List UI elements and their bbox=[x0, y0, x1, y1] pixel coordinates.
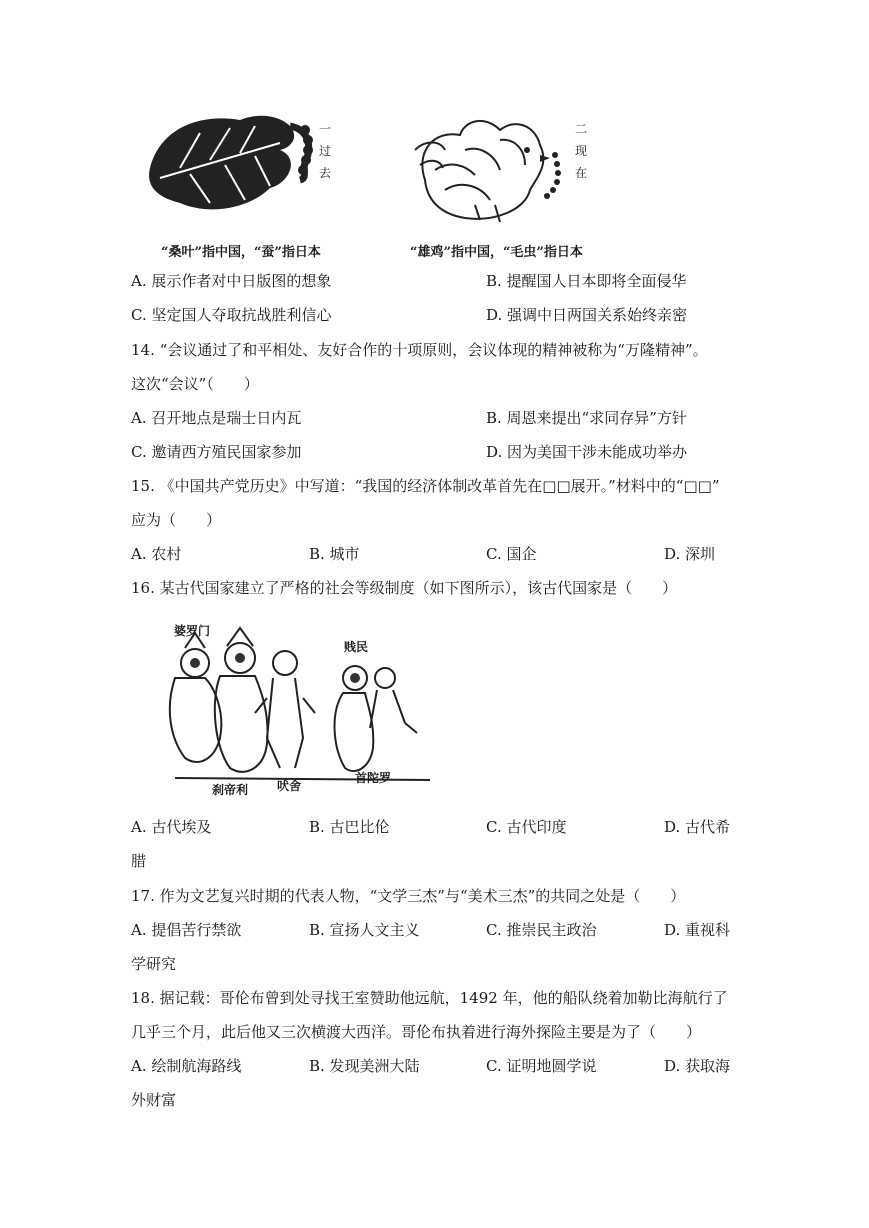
figure-left-vertical-text: 一过去 bbox=[318, 122, 331, 180]
option-a: A. 绘制航海路线 bbox=[131, 1057, 242, 1075]
option-a: A. 农村 bbox=[131, 545, 182, 563]
option-a: A. 古代埃及 bbox=[131, 818, 212, 836]
option-d: D. 因为美国干涉未能成功举办 bbox=[486, 443, 688, 461]
question-text: 16. 某古代国家建立了严格的社会等级制度（如下图所示），该古代国家是（ ） bbox=[131, 579, 678, 597]
figure-right-caption: “雄鸡”指中国，“毛虫”指日本 bbox=[410, 245, 583, 260]
option-c: C. 国企 bbox=[486, 545, 537, 563]
option-c: C. 古代印度 bbox=[486, 818, 567, 836]
question-text: 17. 作为文艺复兴时期的代表人物，“文学三杰”与“美术三杰”的共同之处是（ ） bbox=[131, 887, 686, 905]
option-b: B. 古巴比伦 bbox=[309, 818, 390, 836]
option-b: B. 宣扬人文主义 bbox=[309, 921, 420, 939]
option-a: A. 展示作者对中日版图的想象 bbox=[131, 272, 332, 290]
option-a: A. 提倡苦行禁欲 bbox=[131, 921, 242, 939]
option-d: D. 深圳 bbox=[664, 545, 716, 563]
question-text-cont: 应为（ ） bbox=[131, 511, 222, 529]
option-b: B. 城市 bbox=[309, 545, 360, 563]
option-b: B. 提醒国人日本即将全面侵华 bbox=[486, 272, 687, 290]
caste-illustration bbox=[155, 618, 435, 793]
option-d: D. 重视科 bbox=[664, 921, 731, 939]
option-b: B. 发现美洲大陆 bbox=[309, 1057, 420, 1075]
question-text: 15. 《中国共产党历史》中写道：“我国的经济体制改革首先在□□展开。”材料中的“□□” bbox=[131, 477, 720, 495]
caste-label-brahmin: 婆罗门 bbox=[174, 624, 211, 638]
option-d: D. 强调中日两国关系始终亲密 bbox=[486, 306, 688, 324]
option-c: C. 推崇民主政治 bbox=[486, 921, 597, 939]
caste-label-untouchable: 贱民 bbox=[344, 640, 369, 654]
option-b: B. 周恩来提出“求同存异”方针 bbox=[486, 409, 687, 427]
figure-left-caption: “桑叶”指中国，“蚕”指日本 bbox=[161, 245, 321, 260]
option-c: C. 坚定国人夺取抗战胜利信心 bbox=[131, 306, 332, 324]
figure-right-vertical-text: 二现在 bbox=[574, 122, 587, 180]
question-text-cont: 这次“会议”（ ） bbox=[131, 375, 259, 393]
option-c: C. 证明地圆学说 bbox=[486, 1057, 597, 1075]
option-c: C. 邀请西方殖民国家参加 bbox=[131, 443, 302, 461]
mulberry-leaf-silkworm-image bbox=[140, 108, 340, 220]
caste-label-shudra: 首陀罗 bbox=[355, 771, 392, 785]
option-a: A. 召开地点是瑞士日内瓦 bbox=[131, 409, 302, 427]
rooster-caterpillar-image bbox=[405, 110, 565, 230]
question-text-cont: 几乎三个月，此后他又三次横渡大西洋。哥伦布执着进行海外探险主要是为了（ ） bbox=[131, 1023, 702, 1041]
caste-label-vaishya: 吠舍 bbox=[277, 779, 302, 793]
option-d-wrap: 外财富 bbox=[131, 1091, 177, 1109]
option-d: D. 获取海 bbox=[664, 1057, 731, 1075]
option-d: D. 古代希 bbox=[664, 818, 731, 836]
question-text: 14. “会议通过了和平相处、友好合作的十项原则，会议体现的精神被称为“万隆精神”。 bbox=[131, 341, 708, 359]
caste-label-kshatriya: 刹帝利 bbox=[212, 783, 249, 797]
question-text: 18. 据记载：哥伦布曾到处寻找王室赞助他远航，1492 年，他的船队绕着加勒比海航行了 bbox=[131, 989, 728, 1007]
option-d-wrap: 学研究 bbox=[131, 955, 177, 973]
option-d-wrap: 腊 bbox=[131, 852, 147, 870]
